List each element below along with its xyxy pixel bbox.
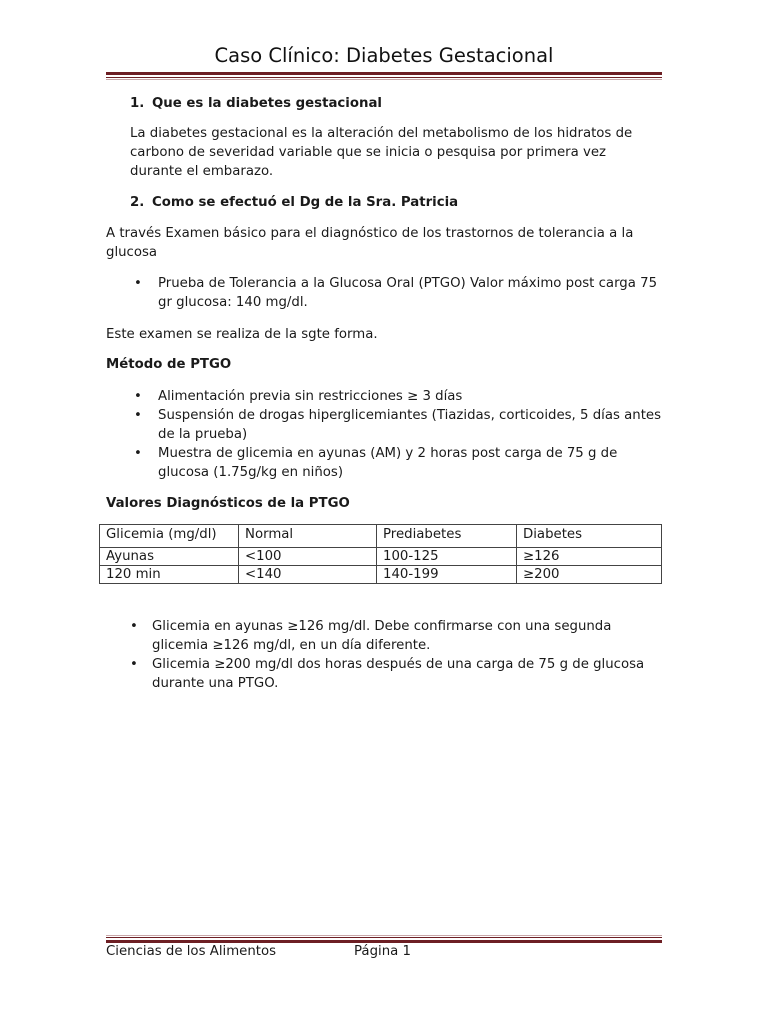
table-header-cell: Prediabetes (377, 525, 517, 548)
list-item: • Glicemia en ayunas ≥126 mg/dl. Debe confirmarse con una segunda glicemia ≥126 mg/dl, en un día diferente. (130, 619, 612, 653)
table-header-cell: Glicemia (mg/dl) (100, 525, 239, 548)
bullet-icon: • (134, 389, 142, 404)
bullet-icon: • (134, 408, 142, 423)
table-cell: <100 (239, 548, 377, 566)
diagnosis-intro: A través Examen básico para el diagnóstico de los trastornos de tolerancia a la glucosa (106, 226, 634, 260)
footer-page-number: Página 1 (354, 944, 411, 959)
list-item: • Prueba de Tolerancia a la Glucosa Oral (PTGO) Valor máximo post carga 75 gr glucosa: 140 mg/dl. (134, 276, 658, 310)
method-bullet-list (106, 387, 662, 482)
table-cell: ≥126 (517, 548, 662, 566)
table-cell: 120 min (100, 566, 239, 584)
list-item: • Suspensión de drogas hiperglicemiantes (Tiazidas, corticoides, 5 días antes de la prueba) (134, 408, 662, 442)
list-item: • Alimentación previa sin restricciones ≥ 3 días (134, 389, 463, 404)
table-cell: 140-199 (377, 566, 517, 584)
exam-note: Este examen se realiza de la sgte forma. (106, 327, 378, 342)
diagnosis-bullet-list (106, 274, 662, 312)
table-cell: 100-125 (377, 548, 517, 566)
table-cell: <140 (239, 566, 377, 584)
section-heading-2: 2. Como se efectuó el Dg de la Sra. Patricia (130, 195, 459, 210)
header-rule (106, 72, 662, 80)
table-header-cell: Diabetes (517, 525, 662, 548)
table-row (100, 548, 662, 566)
footer-course-name: Ciencias de los Alimentos (106, 944, 277, 959)
table-cell: ≥200 (517, 566, 662, 584)
footer-rule (106, 935, 662, 943)
page-title: Caso Clínico: Diabetes Gestacional (214, 44, 554, 67)
table-cell: Ayunas (100, 548, 239, 566)
method-heading: Método de PTGO (106, 357, 232, 372)
table-header-cell: Normal (239, 525, 377, 548)
list-item: • Glicemia ≥200 mg/dl dos horas después de una carga de 75 g de glucosa durante una PTGO. (130, 657, 645, 691)
bullet-icon: • (130, 657, 138, 672)
document-body (106, 92, 662, 693)
bullet-icon: • (134, 276, 142, 291)
ptgo-values-table (99, 524, 662, 584)
list-item: • Muestra de glicemia en ayunas (AM) y 2 horas post carga de 75 g de glucosa (1.75g/kg en niños) (134, 446, 618, 480)
section-heading-1: 1. Que es la diabetes gestacional (130, 96, 382, 111)
bullet-icon: • (130, 619, 138, 634)
definition-paragraph: La diabetes gestacional es la alteración del metabolismo de los hidratos de carbono de severidad variable que se inicia o pesquisa por primera vez durante el embarazo. (130, 126, 633, 179)
table-header-row (100, 525, 662, 548)
criteria-bullet-list (106, 617, 662, 693)
table-row (100, 566, 662, 584)
bullet-icon: • (134, 446, 142, 461)
values-heading: Valores Diagnósticos de la PTGO (106, 496, 350, 511)
